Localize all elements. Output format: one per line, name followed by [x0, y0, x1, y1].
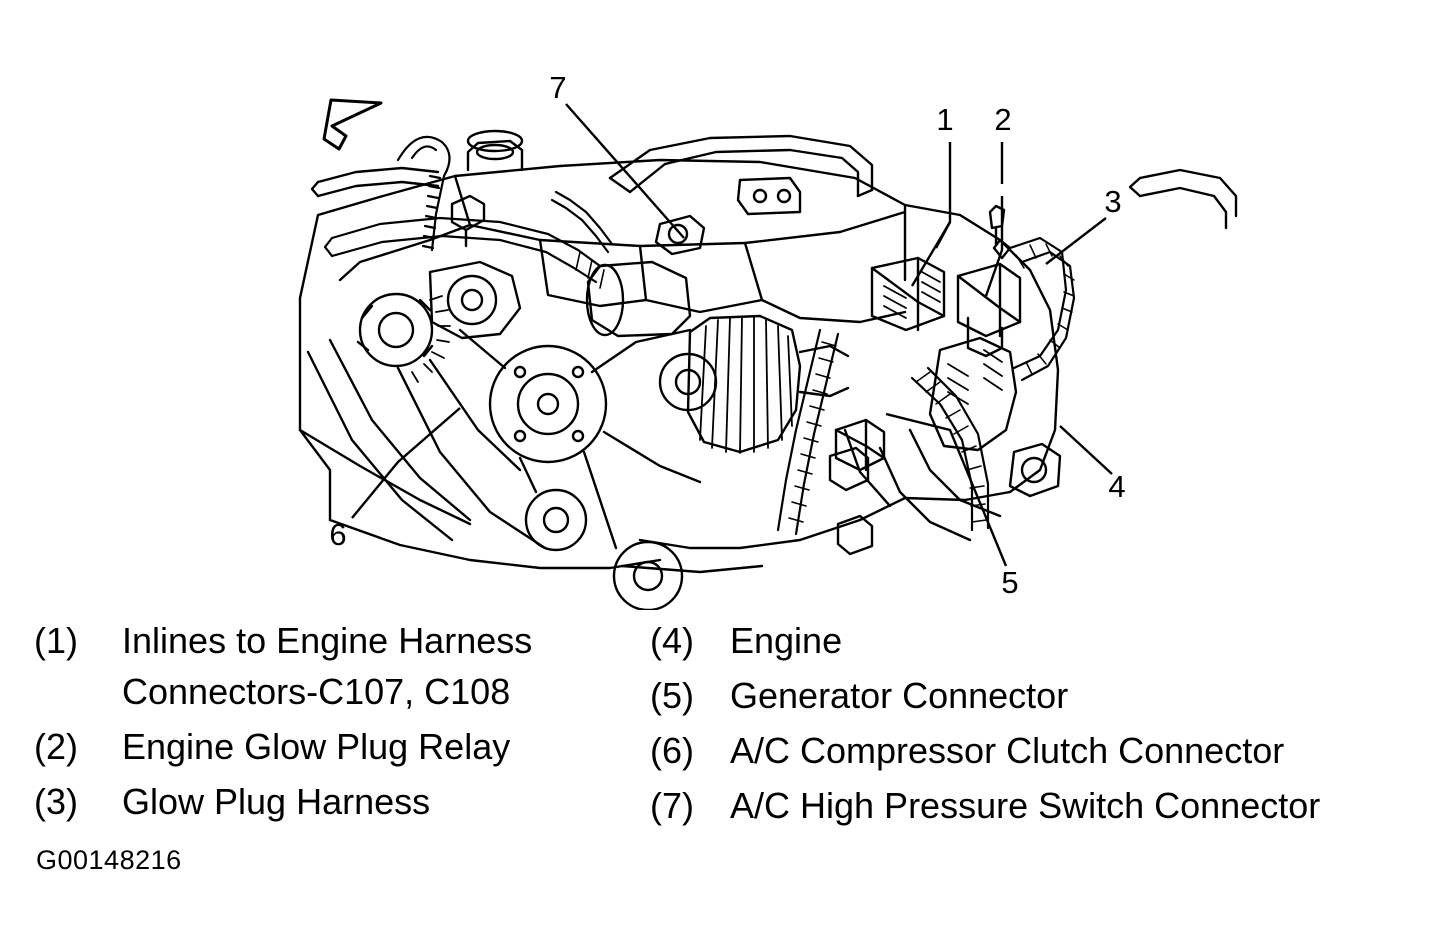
- legend-key: (6): [650, 730, 694, 771]
- legend-item: [34, 615, 634, 717]
- legend-text: A/C Compressor Clutch Connector: [730, 730, 1285, 771]
- legend-text: Engine Glow Plug Relay: [122, 726, 511, 767]
- legend-text: Inlines to Engine Harness Connectors-C107, C108: [122, 620, 533, 712]
- direction-arrow: [324, 100, 381, 149]
- callout-6: 6: [329, 517, 347, 552]
- legend-key: (3): [34, 781, 78, 822]
- legend-column-left: [34, 615, 634, 831]
- callout-5: 5: [1001, 565, 1019, 600]
- legend-item: [650, 725, 1440, 776]
- legend-text: Glow Plug Harness: [122, 781, 431, 822]
- callout-7: 7: [549, 70, 567, 105]
- figure-id-label: G00148216: [36, 845, 182, 875]
- canister: [587, 262, 690, 336]
- legend-text: A/C High Pressure Switch Connector: [730, 785, 1321, 826]
- legend-key: (7): [650, 785, 694, 826]
- legend-item: [34, 776, 634, 827]
- legend-item: [650, 615, 1440, 666]
- callout-3: 3: [1104, 184, 1122, 219]
- inline-connectors: [872, 258, 944, 330]
- callout-1: 1: [936, 102, 954, 137]
- legend: [0, 615, 1450, 895]
- legend-text: Engine: [730, 620, 843, 661]
- legend-item: [650, 670, 1440, 721]
- callout-2: 2: [994, 102, 1012, 137]
- legend-text: Generator Connector: [730, 675, 1069, 716]
- legend-key: (2): [34, 726, 78, 767]
- callout-4: 4: [1108, 469, 1126, 504]
- legend-column-right: [650, 615, 1440, 835]
- legend-key: (1): [34, 620, 78, 661]
- legend-item: [650, 780, 1440, 831]
- generator-connector: [836, 420, 884, 470]
- legend-key: (5): [650, 675, 694, 716]
- legend-key: (4): [650, 620, 694, 661]
- legend-item: [34, 721, 634, 772]
- generator: [660, 316, 848, 453]
